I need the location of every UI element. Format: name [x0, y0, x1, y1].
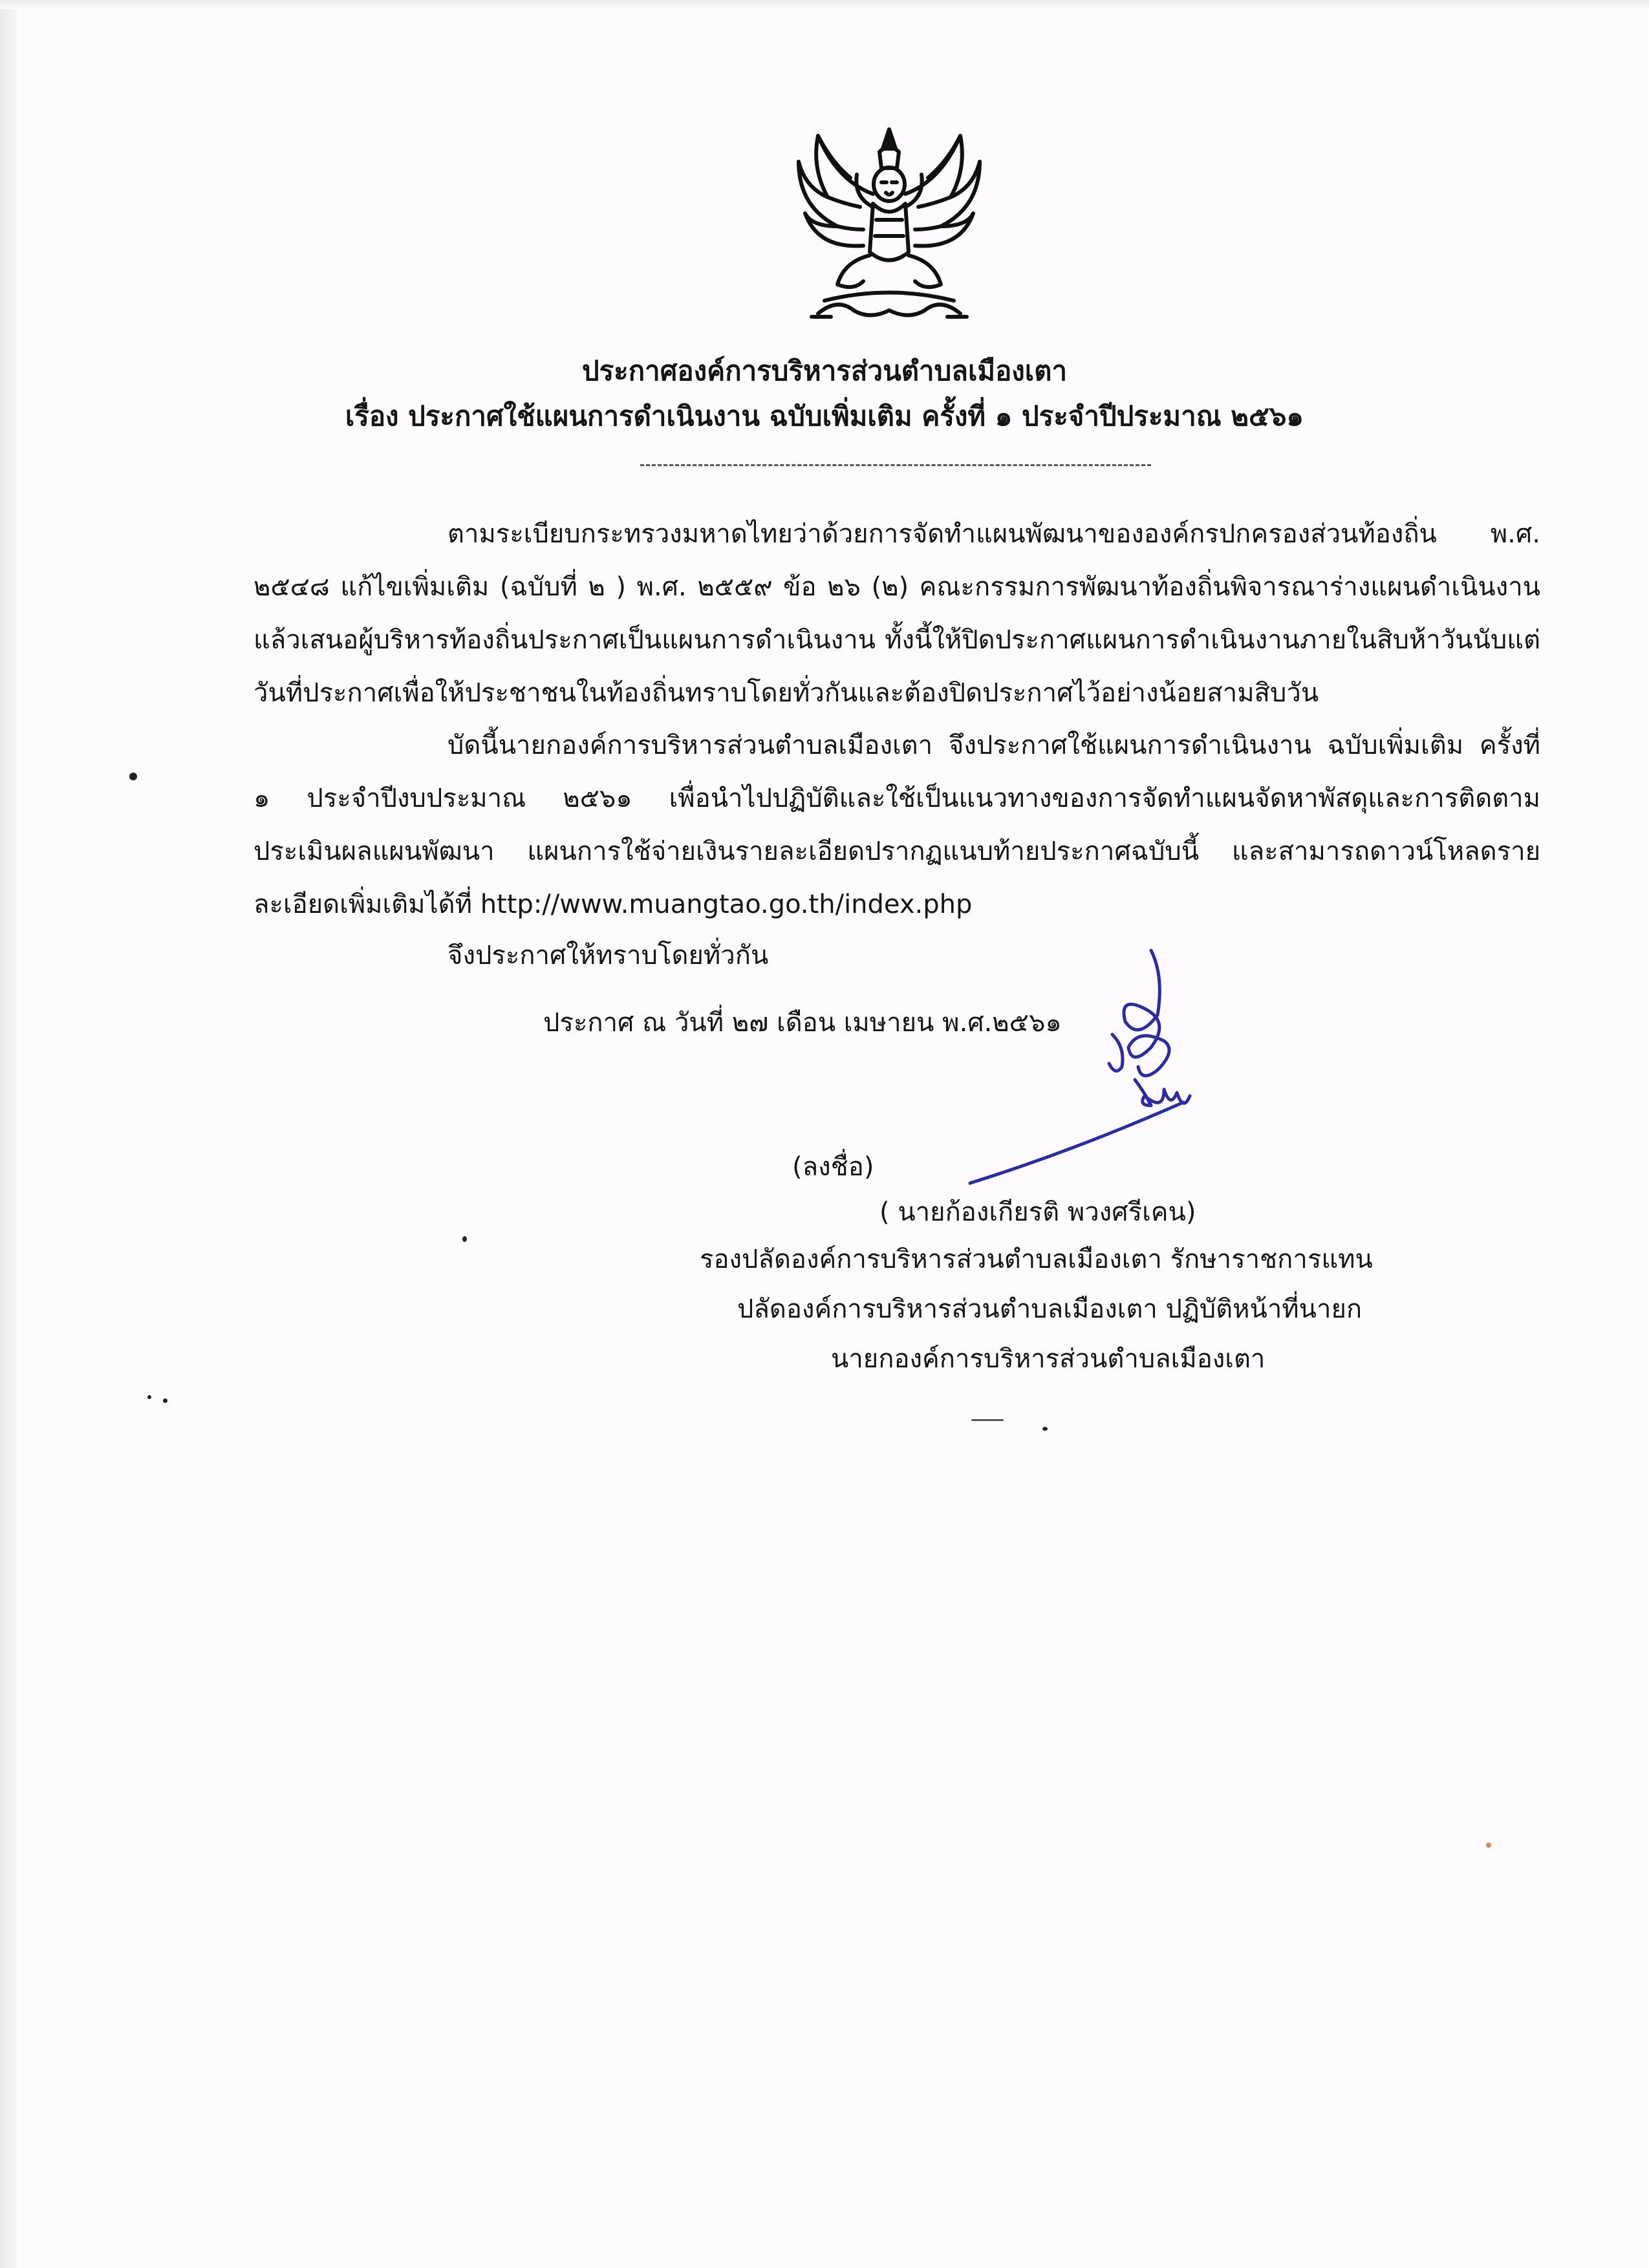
scan-speck	[971, 1419, 1004, 1421]
scan-speck	[163, 1398, 167, 1403]
scan-speck	[1042, 1427, 1048, 1431]
page-edge-shadow	[0, 0, 17, 2268]
announcement-title: ประกาศองค์การบริหารส่วนตำบลเมืองเตา	[581, 355, 1068, 387]
scan-speck	[1486, 1843, 1491, 1848]
title-divider	[640, 464, 1151, 466]
garuda-emblem-icon	[792, 123, 986, 330]
body-paragraph-1: ตามระเบียบกระทรวงมหาดไทยว่าด้วยการจัดทำแผนพัฒนาขององค์กรปกครองส่วนท้องถิ่น พ.ศ. ๒๕๔๘ แก้ไขเพิ่มเติม (ฉบับที่ ๒ ) พ.ศ. ๒๕๕๙ ข้อ ๒๖ (๒) คณะกรรมการพัฒนาท้องถิ่นพิจารณาร่างแผนดำเนินงาน แล้วเสนอผู้บริหารท้องถิ่นประกาศเป็นแผนการดำเนินงาน ทั้งนี้ให้ปิดประกาศแผนการดำเนินงานภายในสิบห้าวันนับแต่วันที่ประกาศเพื่อให้ประชาชนในท้องถิ่นทราบโดยทั่วกันและต้องปิดประกาศไว้อย่างน้อยสามสิบวัน	[253, 519, 1540, 708]
signer-role-line-1: รองปลัดองค์การบริหารส่วนตำบลเมืองเตา รักษาราชการแทน	[700, 1245, 1373, 1274]
body-paragraph-2: บัดนี้นายกองค์การบริหารส่วนตำบลเมืองเตา จึงประกาศใช้แผนการดำเนินงาน ฉบับเพิ่มเติม ครั้งที่ ๑ ประจำปีงบประมาณ ๒๕๖๑ เพื่อนำไปปฏิบัติและใช้เป็นแนวทางของการจัดทำแผนจัดหาพัสดุและการติดตามประเมินผลแผนพัฒนา แผนการใช้จ่ายเงินรายละเอียดปรากฏแนบท้ายประกาศฉบับนี้ และสามารถดาวน์โหลดรายละเอียดเพิ่มเติมได้ที่ http://www.muangtao.go.th/index.php	[253, 731, 1540, 919]
handwritten-signature	[879, 937, 1242, 1209]
scan-speck	[147, 1395, 151, 1399]
signer-role-line-2: ปลัดองค์การบริหารส่วนตำบลเมืองเตา ปฏิบัติหน้าที่นายก	[737, 1294, 1363, 1324]
scan-speck	[462, 1236, 467, 1242]
closing-statement: จึงประกาศให้ทราบโดยทั่วกัน	[447, 941, 769, 970]
announcement-subject: เรื่อง ประกาศใช้แผนการดำเนินงาน ฉบับเพิ่มเติม ครั้งที่ ๑ ประจำปีประมาณ ๒๕๖๑	[345, 400, 1304, 432]
announcement-date: ประกาศ ณ วันที่ ๒๗ เดือน เมษายน พ.ศ.๒๕๖๑	[543, 1008, 1062, 1038]
signer-name: ( นายก้องเกียรติ พวงศรีเคน)	[879, 1197, 1196, 1227]
scan-speck	[129, 773, 137, 780]
signature-label: (ลงชื่อ)	[792, 1152, 874, 1182]
signer-role-line-3: นายกองค์การบริหารส่วนตำบลเมืองเตา	[831, 1344, 1266, 1374]
page-top-shadow	[0, 0, 1649, 9]
